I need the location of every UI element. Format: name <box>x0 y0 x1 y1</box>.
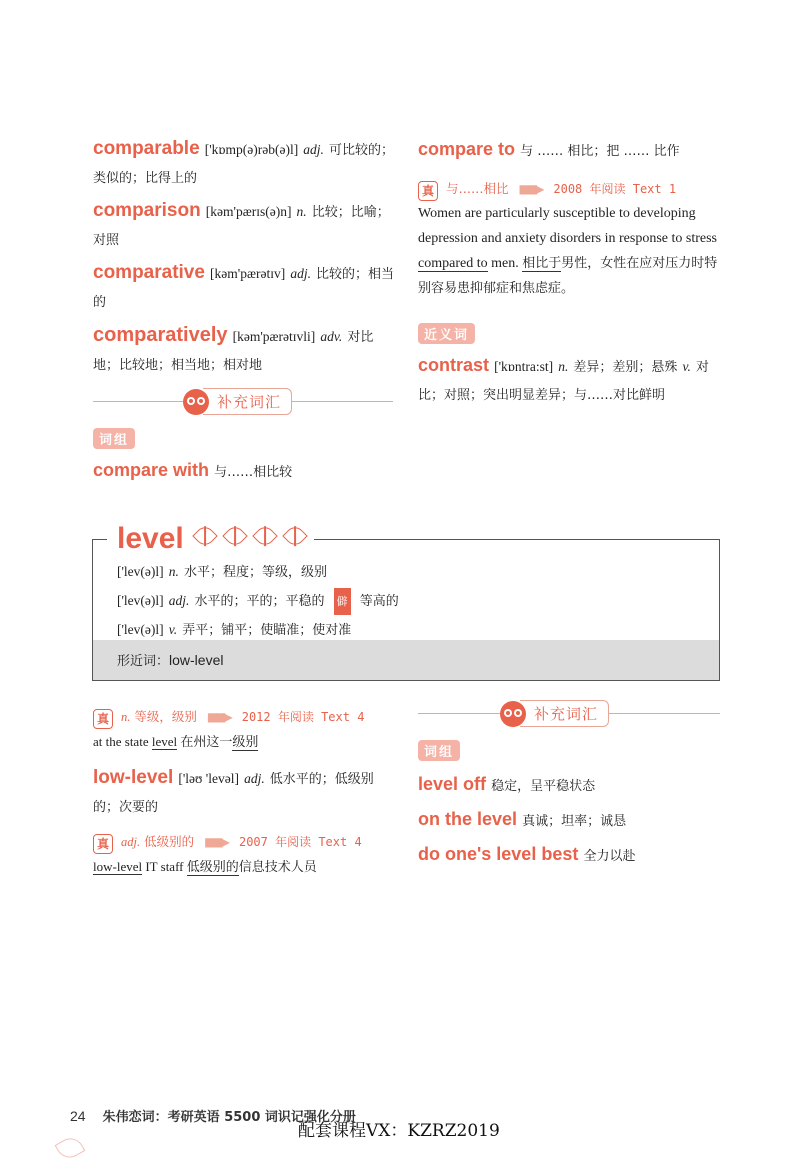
part-of-speech: n. <box>558 359 569 374</box>
headword: contrast <box>418 355 490 375</box>
leaf-corner-icon <box>55 1133 86 1162</box>
phrase-compare-with <box>93 457 292 486</box>
entry-comparable <box>93 136 398 192</box>
phonetic: ['kɒntra:st] <box>494 359 554 374</box>
arrow-icon: ■■▶ <box>518 182 542 196</box>
supplement-label: 补充词汇 <box>520 700 609 727</box>
similar-word: low-level <box>169 652 224 668</box>
phrase-item: do one's level best 全力以赴 <box>418 844 636 864</box>
level-entry-box <box>92 522 720 681</box>
meaning: 比较；比喻；对照 <box>93 205 390 248</box>
book-title: 朱伟恋词：考研英语 5500 词识记强化分册 <box>102 1110 356 1125</box>
part-of-speech: adj. <box>290 266 311 281</box>
arrow-icon: ■■▶ <box>204 835 227 849</box>
divider-line <box>418 713 500 714</box>
phrase-word: compare to <box>418 139 516 159</box>
headword: comparatively <box>93 324 228 346</box>
phrase-list <box>418 768 635 873</box>
level-title <box>107 522 314 560</box>
meaning: 低水平的；低级别的；次要的 <box>93 772 374 815</box>
real-exam-icon: 真 <box>93 709 113 729</box>
example-sentence: low-level IT staff 低级别的信息技术人员 <box>93 859 317 875</box>
real-exam-source: 2008 年阅读 Text 1 <box>553 182 677 196</box>
supplement-divider-right <box>418 700 720 727</box>
sense-line: ['lev(ə)l] v. 弄平；铺平；使瞄准；使对准 <box>117 622 352 638</box>
phonetic: [kəm'pærətɪv] <box>210 266 286 281</box>
real-exam-line: 真 adj. 低级别的 ■■▶ 2007 年阅读 Text 4 <box>93 831 398 854</box>
leaf-icon <box>252 523 277 548</box>
level-senses <box>117 557 399 644</box>
part-of-speech: adv. <box>320 329 343 344</box>
similar-word-band <box>93 640 719 680</box>
headword: comparative <box>93 262 205 283</box>
real-exam-icon: 真 <box>418 181 438 201</box>
phrase-tag: 词组 <box>418 740 460 761</box>
right-top-column <box>418 136 723 409</box>
entry-comparative <box>93 260 398 316</box>
leaf-icon <box>282 523 307 548</box>
phrase-item: level off 稳定，呈平稳状态 <box>418 774 596 794</box>
meaning: 对比；对照；突出明显差异；与……对比鲜明 <box>418 360 709 403</box>
page-number: 24 <box>70 1108 86 1124</box>
synonym-tag: 近义词 <box>418 323 723 344</box>
sense-line: ['lev(ə)l] n. 水平；程度；等级，级别 <box>117 564 327 580</box>
owl-icon <box>183 389 209 415</box>
leaf-icon <box>222 523 247 548</box>
part-of-speech: adj. <box>244 771 265 786</box>
entry-low-level <box>93 765 398 821</box>
owl-icon <box>500 701 526 727</box>
phrase-tag: 词组 <box>93 428 135 449</box>
phonetic: [kəm'pærɪs(ə)n] <box>205 204 292 219</box>
supplement-divider-left <box>93 388 393 415</box>
similar-label: 形近词： <box>117 654 170 669</box>
real-exam-line <box>418 178 723 201</box>
divider-line <box>292 401 393 402</box>
meaning: 可比较的；类似的；比得上的 <box>93 143 395 186</box>
part-of-speech: n. <box>296 204 307 219</box>
phonetic: [kəm'pærətɪvli] <box>232 329 316 344</box>
phrase-meaning: 与……相比较 <box>214 465 293 480</box>
entry-contrast <box>418 352 723 409</box>
phonetic: ['kɒmp(ə)rəb(ə)l] <box>204 142 299 157</box>
real-exam-icon: 真 <box>93 834 113 854</box>
phonetic: ['ləʊ 'levəl] <box>178 771 239 786</box>
leaf-icon <box>192 523 217 548</box>
part-of-speech: adj. <box>303 142 324 157</box>
entry-comparison <box>93 198 398 254</box>
level-headword: level <box>117 522 184 555</box>
meaning: 对比地；比较地；相当地；相对地 <box>93 330 374 373</box>
left-bottom-column <box>93 706 398 880</box>
phrase-item: on the level 真诚；坦率；诚恳 <box>418 809 627 829</box>
supplement-label: 补充词汇 <box>203 388 292 415</box>
arrow-icon: ■■▶ <box>206 710 230 724</box>
phrase-compare-to <box>418 136 723 165</box>
divider-line <box>609 713 720 714</box>
headword: comparable <box>93 138 200 159</box>
meaning: 差异；差别；悬殊 <box>573 360 678 375</box>
divider-line <box>93 401 183 402</box>
headword: low-level <box>93 767 174 788</box>
example-sentence: Women are particularly susceptible to developing depression and anxiety disorders in response to stress compared to men. 相比于男性，女性在应对压力时特别容易患抑郁症和焦虑症。 <box>418 206 718 296</box>
sense-line: ['lev(ə)l] adj. 水平的；平的；平稳的 僻 等高的 <box>117 586 399 615</box>
watermark: 配套课程VX：KZRZ2019 <box>298 1121 500 1141</box>
phrase-word: compare with <box>93 460 210 480</box>
example-sentence: at the state level 在州这一级别 <box>93 734 259 750</box>
part-of-speech: v. <box>682 359 691 374</box>
entry-comparatively <box>93 322 398 379</box>
headword: comparison <box>93 200 201 221</box>
rare-badge: 僻 <box>334 588 351 615</box>
real-exam-label: 与……相比 <box>445 181 509 196</box>
meaning: 比较的；相当的 <box>93 267 395 310</box>
left-top-column <box>93 136 398 379</box>
phrase-meaning: 与 …… 相比；把 …… 比作 <box>520 144 680 159</box>
real-exam-line: 真 n. 等级，级别 ■■▶ 2012 年阅读 Text 4 <box>93 706 398 729</box>
